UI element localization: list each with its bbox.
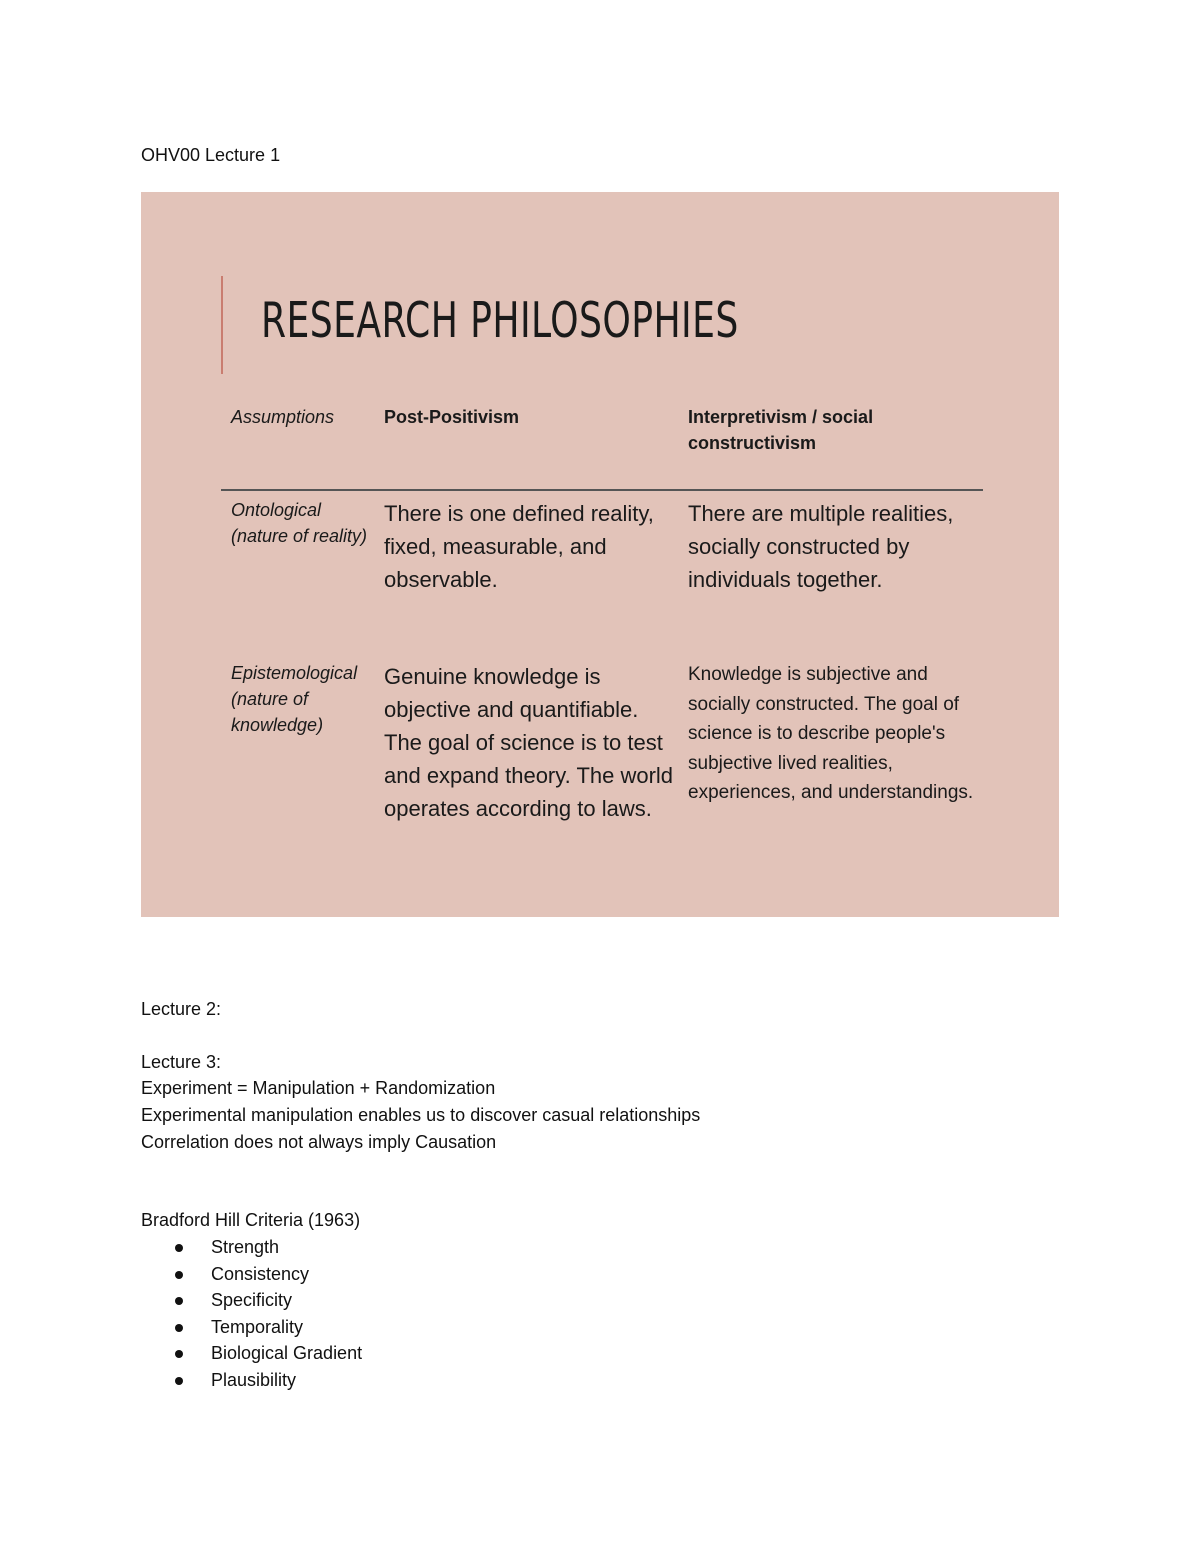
lecture-2-heading: Lecture 2: — [141, 999, 222, 1019]
bullet-icon — [175, 1324, 183, 1332]
row-label-epistemological: Epistemological (nature of knowledge) — [231, 663, 358, 735]
note-line: Correlation does not always imply Causation — [141, 1132, 497, 1152]
cell-epistemological-post-positivism: Genuine knowledge is objective and quantifiable. The goal of science is to test and expand theory. The world operates according to laws. — [384, 664, 674, 821]
lecture-3-heading: Lecture 3: — [141, 1052, 222, 1072]
bullet-icon — [175, 1350, 183, 1358]
cell-ontological-interpretivism: There are multiple realities, socially constructed by individuals together. — [688, 501, 954, 592]
bradford-hill-heading: Bradford Hill Criteria (1963) — [141, 1210, 361, 1230]
criteria-list — [141, 1234, 362, 1393]
criterion-label: Biological Gradient — [211, 1343, 363, 1363]
bullet-icon — [175, 1271, 183, 1279]
criterion-label: Specificity — [211, 1290, 293, 1310]
list-item — [141, 1314, 362, 1341]
bullet-icon — [175, 1377, 183, 1385]
slide-title: RESEARCH PHILOSOPHIES — [261, 292, 739, 349]
document-title: OHV00 Lecture 1 — [141, 145, 281, 165]
cell-epistemological-interpretivism: Knowledge is subjective and socially constructed. The goal of science is to describe people's subjective lived realities, experiences, and understandings. — [688, 664, 974, 804]
criterion-label: Plausibility — [211, 1369, 297, 1390]
criterion-label: Temporality — [211, 1316, 304, 1337]
criterion-label: Strength — [211, 1237, 280, 1257]
list-item — [141, 1367, 362, 1394]
research-philosophies-slide — [141, 192, 1059, 917]
note-line: Experimental manipulation enables us to discover casual relationships — [141, 1105, 701, 1125]
bullet-icon — [175, 1244, 183, 1252]
row-label-ontological: Ontological (nature of reality) — [231, 500, 368, 546]
header-assumptions: Assumptions — [231, 407, 335, 427]
list-item — [141, 1234, 362, 1261]
cell-ontological-post-positivism: There is one defined reality, fixed, measurable, and observable. — [384, 501, 654, 592]
list-item — [141, 1340, 362, 1367]
table-header-divider — [221, 489, 983, 491]
list-item — [141, 1261, 362, 1288]
header-interpretivism: Interpretivism / social constructivism — [688, 407, 874, 453]
slide-accent-bar — [221, 276, 223, 374]
header-post-positivism: Post-Positivism — [384, 407, 520, 427]
note-line: Experiment = Manipulation + Randomization — [141, 1078, 496, 1098]
list-item — [141, 1287, 362, 1314]
bullet-icon — [175, 1297, 183, 1305]
criterion-label: Consistency — [211, 1263, 310, 1284]
